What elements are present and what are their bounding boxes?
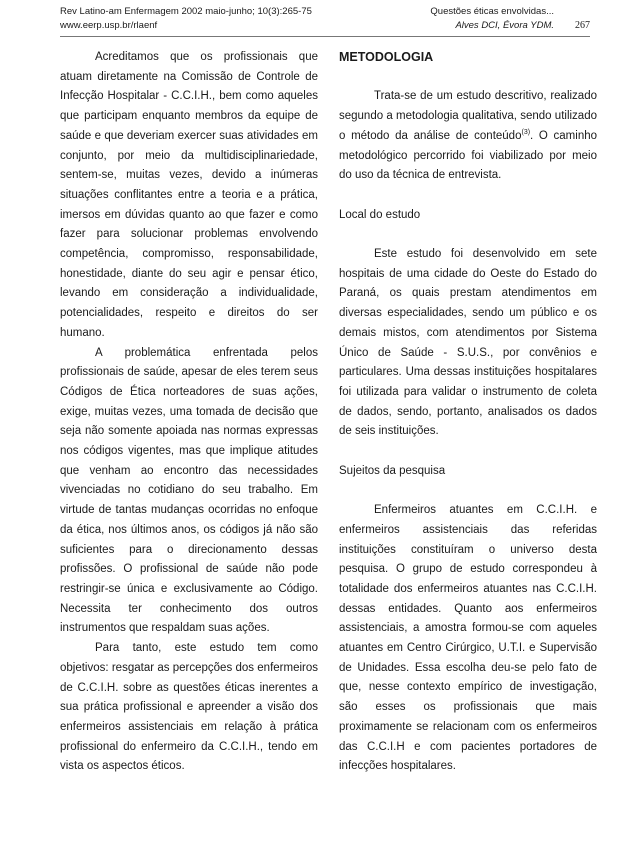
author-names: Alves DCI, Évora YDM. [455,20,554,31]
method-paragraph [339,87,597,186]
local-paragraph: Este estudo foi desenvolvido em sete hospitais de uma cidade do Oeste do Estado do Paraná, os quais prestam atendimentos em diversas especialidades, sendo um público e os demais mistos, com atendimentos por Sistema Único de Saúde - S.U.S., por convênios e particulares. Uma dessas instituições hospitalares foi utilizada para validar o instrumento de coleta de dados, sendo, portanto, analisados os dados de seis instituições. [339,247,597,438]
method-text-a: Trata-se de um estudo descritivo, realizado segundo a metodologia qualitativa, sendo utilizado o método da análise de conteúdo [339,90,597,142]
intro-paragraph-1: Acreditamos que os profissionais que atuam diretamente na Comissão de Controle de Infecção Hospitalar - C.C.I.H., bem como aqueles que participam enquanto membros da equipe de saúde e que deveriam exercer suas atividades em conjunto, por meio da multidisciplinariedade, sentem-se, muitas vezes, devido a inúmeras situações conflitantes entre a teoria e a prática, imersos em dúvidas quanto ao que fazer e como fazer para solucionar problemas envolvendo competência, compromisso, responsabilidade, honestidade, diante do seu agir e pensar ético, levando em consideração a individualidade, potencialidades, respeito e direitos do ser humano. [60,51,318,339]
journal-url: www.eerp.usp.br/rlaenf [60,20,158,31]
right-column [339,48,597,777]
reference-marker: (3) [521,128,531,136]
left-column [60,48,318,777]
method-text-b: . O caminho metodológico percorrido foi viabilizado por meio do uso da técnica de entrevista. [339,129,598,182]
journal-citation: Rev Latino-am Enfermagem 2002 maio-junho; 10(3):265-75 [60,6,312,17]
subheading-sujeitos: Sujeitos da pesquisa [339,464,446,477]
section-heading-metodologia: METODOLOGIA [339,50,434,64]
running-title: Questões éticas envolvidas... [430,6,554,17]
intro-paragraph-2: A problemática enfrentada pelos profissionais de saúde, apesar de eles terem seus Códigos de Ética norteadores de suas ações, exige, muitas vezes, uma tomada de decisão que seja não somente apoiada nas normas expressas nos códigos vigentes, mas que implique atitudes que venham ao encontro das necessidades vivenciadas no cotidiano do seu trabalho. Em virtude de tantas mudanças ocorridas no enfoque da ética, nos últimos anos, os códigos já não são suficientes para o direcionamento dessas profissões. O profissional de saúde não pode restringir-se única e exclusivamente ao Código. Necessita ter conhecimento dos outros instrumentos que respaldam suas ações. [60,346,318,635]
page-number: 267 [575,20,590,31]
header-rule [60,36,590,37]
running-header [60,6,590,44]
intro-paragraph-3: Para tanto, este estudo tem como objetivos: resgatar as percepções dos enfermeiros de C.C.I.H. sobre as questões éticas inerentes a sua prática profissional e apreender a visão dos enfermeiros assistenciais em relação à prática profissional do enfermeiro da C.C.I.H., tendo em vista os aspectos éticos. [60,642,318,773]
sujeitos-paragraph: Enfermeiros atuantes em C.C.I.H. e enfermeiros assistenciais das referidas instituições constituíram o universo desta pesquisa. O grupo de estudo correspondeu à totalidade dos enfermeiros atuantes nas C.C.I.H. dessas entidades. Quanto aos enfermeiros assistenciais, a amostra formou-se com aqueles atuantes em Centro Cirúrgico, U.T.I. e Supervisão de Unidades. Essa escolha deu-se pelo fato de que, nesse contexto empírico de investigação, são esses os profissionais que mais proximamente se relacionam com os enfermeiros das C.C.I.H e com pacientes portadores de infecções hospitalares. [339,504,597,773]
subheading-local: Local do estudo [339,208,421,221]
